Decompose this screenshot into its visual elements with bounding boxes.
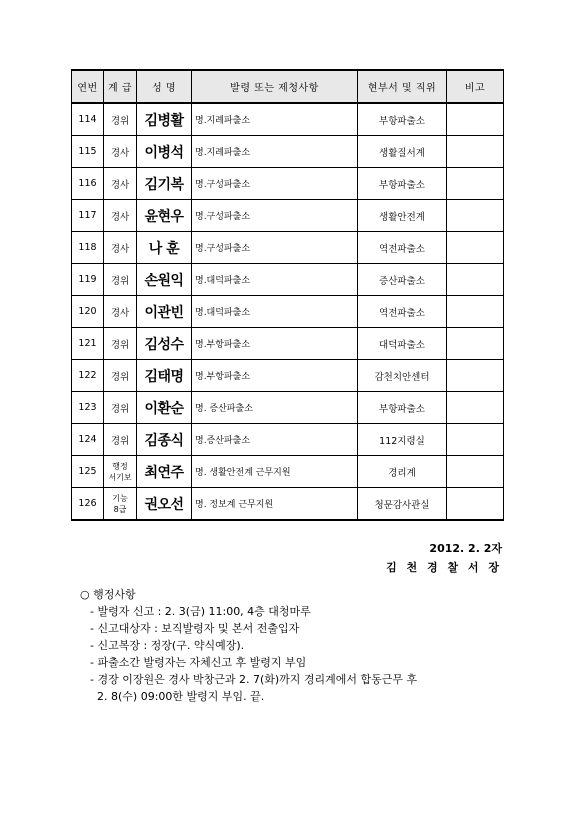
cell-rank: 경사 <box>104 232 137 264</box>
cell-current-position: 생활질서계 <box>358 136 447 168</box>
cell-assignment: 명.부항파출소 <box>192 328 358 360</box>
issue-date: 2012. 2. 2자 <box>429 542 502 555</box>
cell-name: 김성수 <box>137 328 192 360</box>
table-row <box>72 168 504 200</box>
table-row <box>72 103 504 136</box>
cell-no: 117 <box>72 200 104 232</box>
cell-no: 122 <box>72 360 104 392</box>
table-row <box>72 456 504 488</box>
cell-assignment: 명.대덕파출소 <box>192 264 358 296</box>
cell-rank: 경위 <box>104 103 137 136</box>
cell-rank: 경위 <box>104 360 137 392</box>
issuing-authority: 김 천 경 찰 서 장 <box>386 561 502 574</box>
cell-name: 김병활 <box>137 103 192 136</box>
rank-line-2: 8급 <box>113 504 127 514</box>
personnel-table <box>71 69 504 521</box>
cell-current-position: 역전파출소 <box>358 296 447 328</box>
cell-no: 114 <box>72 103 104 136</box>
cell-no: 121 <box>72 328 104 360</box>
cell-no: 115 <box>72 136 104 168</box>
cell-note <box>447 424 504 456</box>
cell-current-position: 증산파출소 <box>358 264 447 296</box>
table-row <box>72 264 504 296</box>
cell-current-position: 감천치안센터 <box>358 360 447 392</box>
cell-no: 116 <box>72 168 104 200</box>
cell-no: 119 <box>72 264 104 296</box>
cell-no: 123 <box>72 392 104 424</box>
cell-current-position: 부항파출소 <box>358 103 447 136</box>
cell-current-position: 경리계 <box>358 456 447 488</box>
cell-current-position: 역전파출소 <box>358 232 447 264</box>
header-assignment: 발령 또는 제청사항 <box>192 70 358 103</box>
cell-current-position: 대덕파출소 <box>358 328 447 360</box>
table-row <box>72 392 504 424</box>
cell-assignment: 명. 증산파출소 <box>192 392 358 424</box>
cell-rank: 경사 <box>104 168 137 200</box>
notes-item: - 발령자 신고 : 2. 3(금) 11:00, 4층 대청마루 <box>90 605 311 618</box>
cell-current-position: 부항파출소 <box>358 392 447 424</box>
cell-name: 김태명 <box>137 360 192 392</box>
notes-item: - 신고복장 : 정장(구. 약식예장). <box>90 639 245 652</box>
notes-item: - 경장 이장원은 경사 박창근과 2. 7(화)까지 경리계에서 합동근무 후 <box>90 673 418 686</box>
header-name: 성 명 <box>137 70 192 103</box>
table-row <box>72 296 504 328</box>
table-header-row <box>72 70 504 103</box>
cell-note <box>447 264 504 296</box>
cell-name: 손원익 <box>137 264 192 296</box>
cell-note <box>447 456 504 488</box>
cell-note <box>447 136 504 168</box>
cell-name: 나 훈 <box>137 232 192 264</box>
header-current-position: 현부서 및 직위 <box>358 70 447 103</box>
cell-current-position: 생활안전계 <box>358 200 447 232</box>
cell-note <box>447 200 504 232</box>
cell-no: 120 <box>72 296 104 328</box>
cell-name: 이병석 <box>137 136 192 168</box>
cell-current-position: 부항파출소 <box>358 168 447 200</box>
cell-rank: 경위 <box>104 328 137 360</box>
table-row <box>72 488 504 521</box>
table-row <box>72 328 504 360</box>
header-rank: 계 급 <box>104 70 137 103</box>
cell-assignment: 명. 정보계 근무지원 <box>192 488 358 521</box>
cell-name: 김기복 <box>137 168 192 200</box>
cell-rank: 경사 <box>104 296 137 328</box>
cell-rank: 경사 <box>104 200 137 232</box>
cell-rank: 경사 <box>104 136 137 168</box>
notes-title: ○ 행정사항 <box>80 588 136 601</box>
table-row <box>72 200 504 232</box>
notes-item: - 신고대상자 : 보직발령자 및 본서 전출입자 <box>90 622 300 635</box>
cell-note <box>447 488 504 521</box>
table-row <box>72 232 504 264</box>
administrative-notes <box>80 586 417 705</box>
cell-note <box>447 168 504 200</box>
cell-assignment: 명. 생활안전계 근무지원 <box>192 456 358 488</box>
cell-note <box>447 232 504 264</box>
rank-line-1: 행정 <box>112 461 128 471</box>
rank-line-1: 기능 <box>112 493 128 503</box>
cell-note <box>447 360 504 392</box>
cell-note <box>447 392 504 424</box>
cell-name: 최연주 <box>137 456 192 488</box>
notes-item: - 파출소간 발령자는 자체신고 후 발령지 부임 <box>90 656 307 669</box>
cell-rank: 경위 <box>104 392 137 424</box>
cell-assignment: 명.부항파출소 <box>192 360 358 392</box>
cell-note <box>447 103 504 136</box>
cell-name: 이관빈 <box>137 296 192 328</box>
cell-current-position: 청문감사관실 <box>358 488 447 521</box>
rank-line-2: 서기보 <box>108 472 132 482</box>
cell-rank <box>104 456 137 488</box>
cell-name: 이환순 <box>137 392 192 424</box>
cell-no: 118 <box>72 232 104 264</box>
cell-no: 124 <box>72 424 104 456</box>
cell-no: 126 <box>72 488 104 521</box>
cell-no: 125 <box>72 456 104 488</box>
cell-assignment: 명.구성파출소 <box>192 200 358 232</box>
header-no: 연번 <box>72 70 104 103</box>
notes-continuation: 2. 8(수) 09:00한 발령지 부임. 끝. <box>97 690 265 703</box>
cell-assignment: 명.구성파출소 <box>192 168 358 200</box>
table-row <box>72 136 504 168</box>
cell-assignment: 명.증산파출소 <box>192 424 358 456</box>
cell-current-position: 112지령실 <box>358 424 447 456</box>
cell-note <box>447 328 504 360</box>
cell-rank: 경위 <box>104 264 137 296</box>
cell-assignment: 명.지례파출소 <box>192 136 358 168</box>
cell-assignment: 명.대덕파출소 <box>192 296 358 328</box>
table-row <box>72 424 504 456</box>
cell-name: 김종식 <box>137 424 192 456</box>
cell-name: 윤현우 <box>137 200 192 232</box>
cell-note <box>447 296 504 328</box>
cell-assignment: 명.구성파출소 <box>192 232 358 264</box>
cell-rank <box>104 488 137 521</box>
cell-rank: 경위 <box>104 424 137 456</box>
cell-assignment: 명.지례파출소 <box>192 103 358 136</box>
header-note: 비고 <box>447 70 504 103</box>
cell-name: 권오선 <box>137 488 192 521</box>
table-row <box>72 360 504 392</box>
